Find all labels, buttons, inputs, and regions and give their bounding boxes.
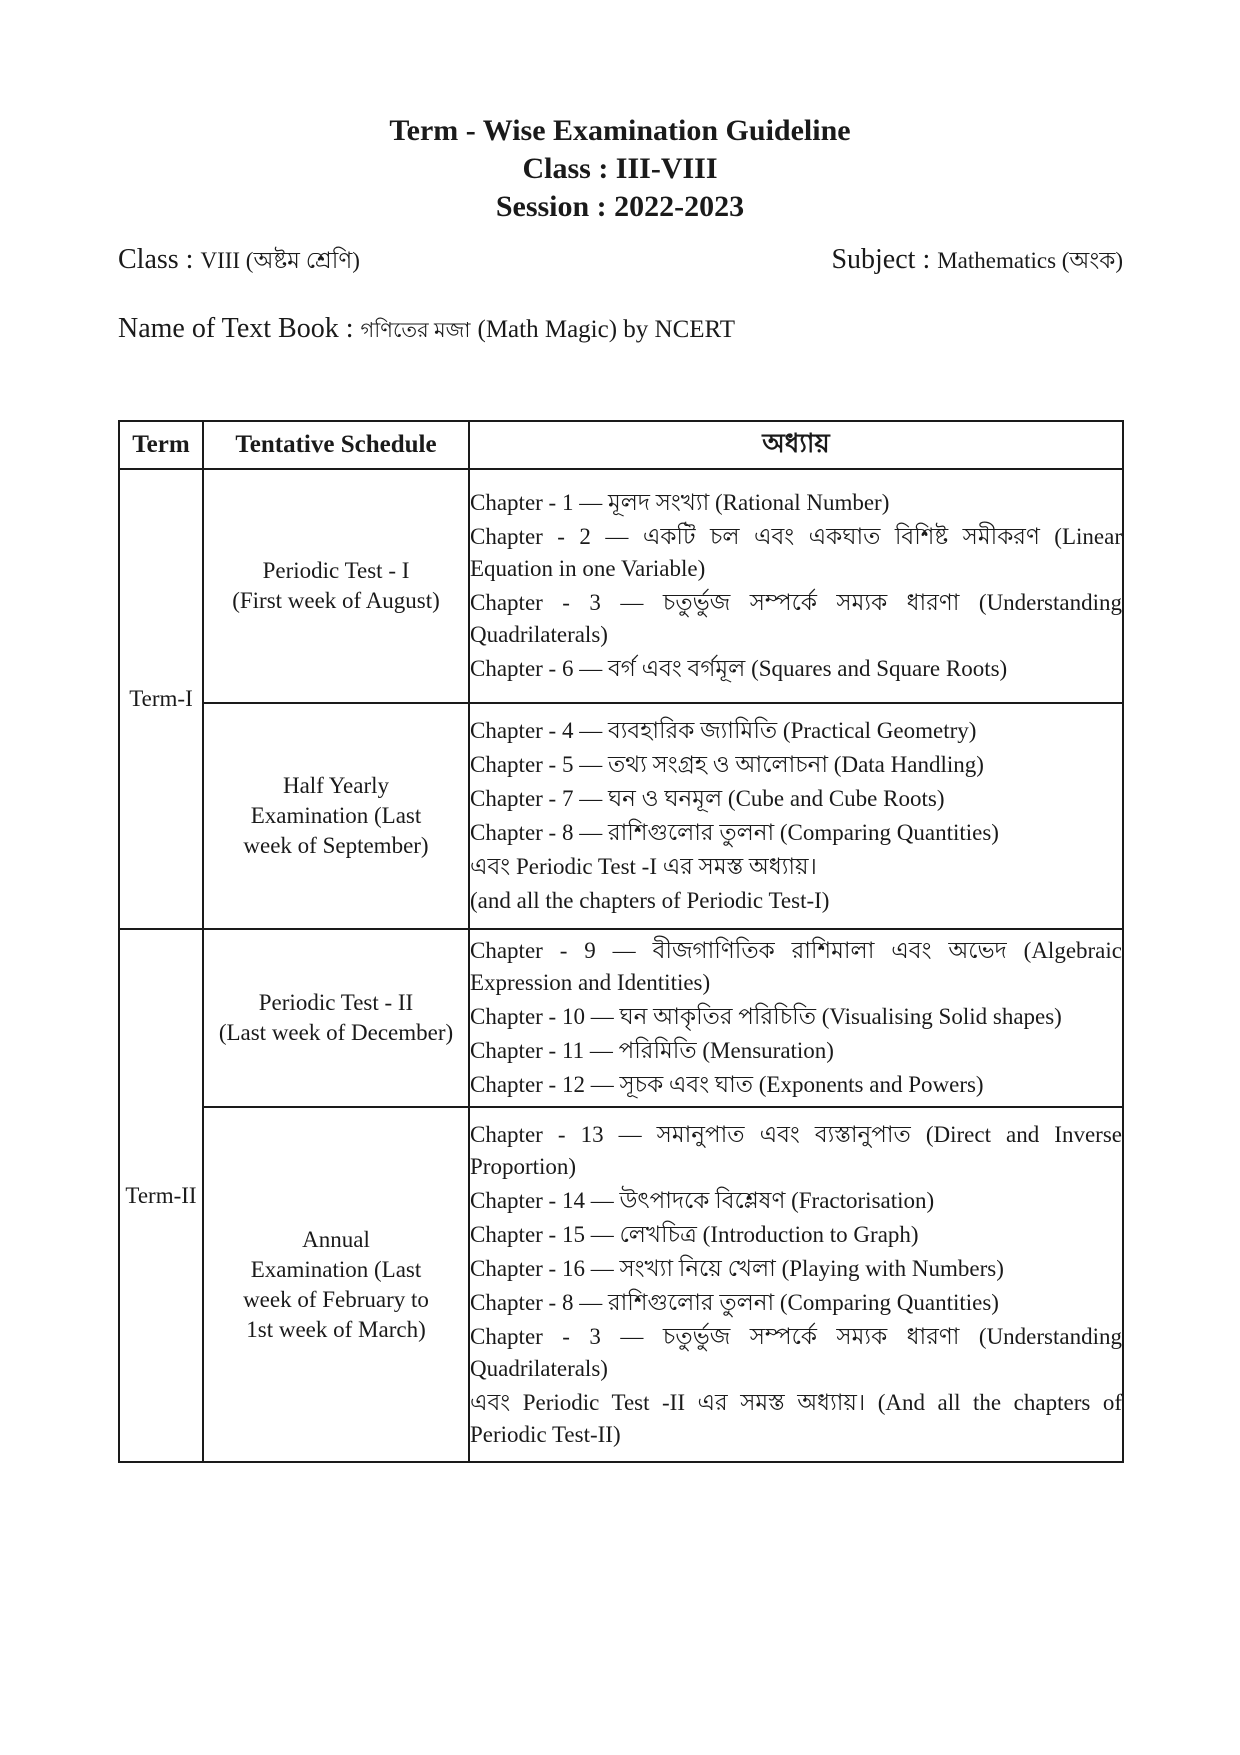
table-header-row [119, 421, 1123, 469]
class-range: Class : III-VIII [522, 152, 718, 185]
chapter-item: Chapter - 9 — বীজগাণিতিক রাশিমালা এবং অভেদ (Algebraic Expression and Identities) [470, 938, 1122, 995]
schedule-line: Half Yearly [282, 773, 390, 798]
textbook-label: Name of Text Book : [118, 313, 354, 344]
table-row [119, 1107, 1123, 1462]
chapter-item: এবং Periodic Test -I এর সমস্ত অধ্যায়। [470, 854, 817, 879]
chapter-item: Chapter - 2 — একটি চল এবং একঘাত বিশিষ্ট সমীকরণ (Linear Equation in one Variable) [470, 524, 1122, 581]
chapters-cell [469, 1107, 1123, 1462]
textbook-info [118, 313, 735, 349]
schedule-line: (First week of August) [232, 588, 440, 613]
chapter-item: Chapter - 11 — পরিমিতি (Mensuration) [470, 1038, 834, 1063]
chapter-item: Chapter - 7 — ঘন ও ঘনমূল (Cube and Cube Roots) [470, 786, 945, 811]
chapters-cell [469, 469, 1123, 703]
header-schedule: Tentative Schedule [203, 421, 469, 469]
class-label: Class : [118, 244, 194, 275]
chapter-item: Chapter - 3 — চতুর্ভুজ সম্পর্কে সম্যক ধারণা (Understanding Quadrilaterals) [470, 590, 1122, 647]
table-row [119, 703, 1123, 929]
schedule-line: Examination (Last [250, 803, 422, 828]
chapter-item: (and all the chapters of Periodic Test-I) [470, 888, 830, 913]
chapter-item: Chapter - 6 — বর্গ এবং বর্গমূল (Squares and Square Roots) [470, 656, 1008, 681]
schedule-line: (Last week of December) [218, 1020, 454, 1045]
header-chapters: অধ্যায় [469, 421, 1123, 469]
document-title: Term - Wise Examination Guideline [389, 114, 851, 147]
session: Session : 2022-2023 [495, 190, 745, 223]
subject-info [831, 242, 1123, 281]
chapter-item: Chapter - 13 — সমানুপাত এবং ব্যস্তানুপাত (Direct and Inverse Proportion) [470, 1121, 1122, 1179]
schedule-line: week of February to [243, 1286, 429, 1312]
chapter-item: Chapter - 14 — উৎপাদকে বিশ্লেষণ (Fractorisation) [470, 1187, 935, 1213]
term-cell: Term-I [119, 469, 203, 929]
chapters-cell [469, 929, 1123, 1107]
subject-value: Mathematics (অংক) [937, 248, 1123, 273]
schedule-line: Examination (Last [250, 1256, 422, 1282]
schedule-line: Periodic Test - II [258, 990, 414, 1015]
schedule-cell [203, 1107, 469, 1462]
chapter-item: Chapter - 8 — রাশিগুলোর তুলনা (Comparing Quantities) [470, 820, 999, 845]
schedule-cell [203, 469, 469, 703]
chapter-item: এবং Periodic Test -II এর সমস্ত অধ্যায়। (And all the chapters of Periodic Test-II) [470, 1389, 1122, 1447]
document-header [0, 112, 1240, 226]
schedule-line: 1st week of March) [246, 1316, 426, 1342]
chapter-item: Chapter - 15 — লেখচিত্র (Introduction to Graph) [470, 1221, 919, 1247]
schedule-line: Periodic Test - I [262, 558, 410, 583]
schedule-line: week of September) [243, 833, 429, 858]
subject-label: Subject : [831, 244, 931, 275]
chapter-item: Chapter - 4 — ব্যবহারিক জ্যামিতি (Practical Geometry) [470, 718, 977, 743]
chapter-item: Chapter - 10 — ঘন আকৃতির পরিচিতি (Visualising Solid shapes) [470, 1004, 1062, 1029]
chapter-item: Chapter - 12 — সূচক এবং ঘাত (Exponents and Powers) [470, 1072, 984, 1097]
class-value: VIII (অষ্টম শ্রেণি) [200, 248, 360, 273]
table-row [119, 929, 1123, 1107]
table-row [119, 469, 1123, 703]
chapter-item: Chapter - 16 — সংখ্যা নিয়ে খেলা (Playing with Numbers) [470, 1255, 1004, 1281]
chapter-item: Chapter - 8 — রাশিগুলোর তুলনা (Comparing Quantities) [470, 1289, 999, 1315]
schedule-table [118, 420, 1124, 1463]
header-term: Term [119, 421, 203, 469]
chapter-item: Chapter - 1 — মূলদ সংখ্যা (Rational Number) [470, 490, 890, 515]
schedule-line: Annual [302, 1226, 370, 1252]
schedule-cell [203, 929, 469, 1107]
chapters-cell [469, 703, 1123, 929]
chapter-item: Chapter - 5 — তথ্য সংগ্রহ ও আলোচনা (Data Handling) [470, 752, 984, 777]
meta-row [118, 242, 1123, 282]
textbook-name-bn: গণিতের মজা [360, 318, 471, 342]
term-cell: Term-II [119, 929, 203, 1462]
class-info [118, 242, 360, 281]
schedule-cell [203, 703, 469, 929]
chapter-item: Chapter - 3 — চতুর্ভুজ সম্পর্কে সম্যক ধারণা (Understanding Quadrilaterals) [470, 1323, 1122, 1381]
textbook-name-en: (Math Magic) by NCERT [477, 316, 735, 343]
